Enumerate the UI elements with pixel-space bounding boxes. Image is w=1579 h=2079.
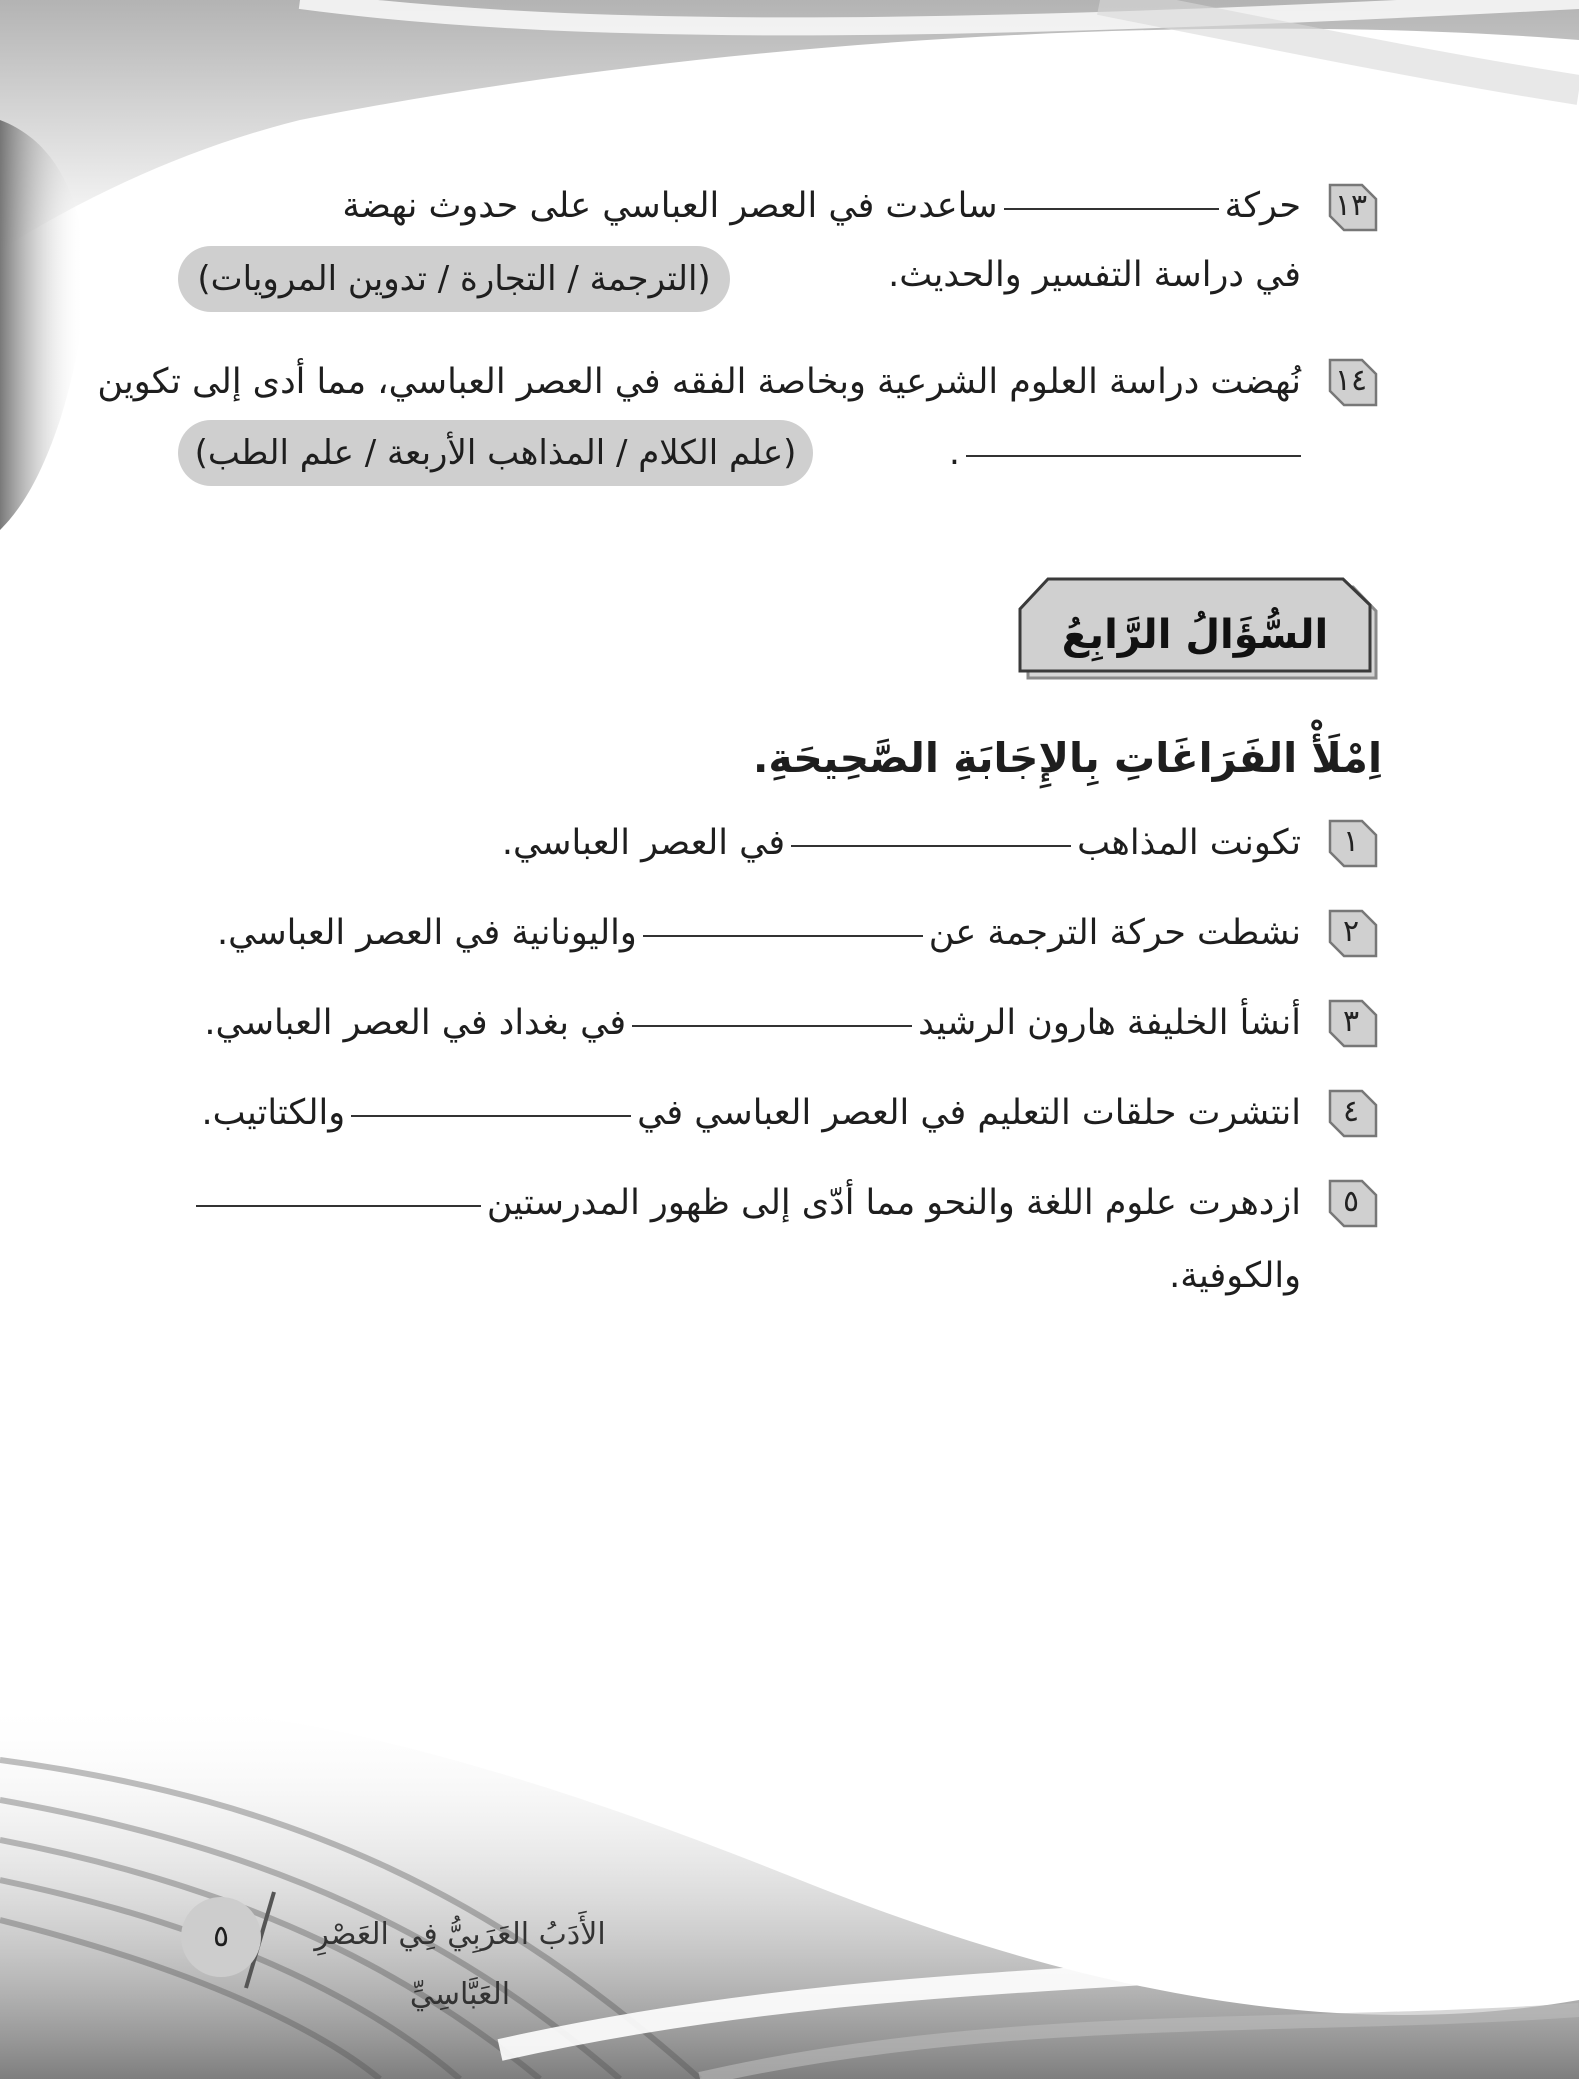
answer-blank[interactable] (791, 845, 1071, 847)
question-number-badge (1326, 357, 1380, 409)
question-number-badge (1326, 182, 1380, 234)
question-13-line-2: في دراسة التفسير والحديث. (888, 255, 1301, 295)
question-number: ١ (1342, 824, 1360, 859)
fill-item-3: أنشأ الخليفة هارون الرشيدفي بغداد في العصر العباسي. (204, 1003, 1301, 1043)
question-number: ١٤ (1334, 363, 1368, 398)
answer-blank[interactable] (643, 935, 923, 937)
answer-options-pill: (الترجمة / التجارة / تدوين المرويات) (178, 246, 730, 312)
question-13-line-1: حركةساعدت في العصر العباسي على حدوث نهضة (342, 186, 1301, 226)
section-title: السُّؤَالُ الرَّابِعُ (1061, 612, 1329, 658)
question-14-line-1: نُهضت دراسة العلوم الشرعية وبخاصة الفقه في العصر العباسي، مما أدى إلى تكوين (97, 362, 1301, 402)
fill-item-1: تكونت المذاهبفي العصر العباسي. (501, 823, 1301, 863)
answer-blank[interactable] (632, 1025, 912, 1027)
answer-blank[interactable] (196, 1205, 481, 1207)
question-number-badge (1326, 818, 1380, 870)
fill-item-5-line-2: والكوفية. (1169, 1256, 1301, 1296)
answer-blank[interactable] (966, 455, 1301, 457)
question-number-badge (1326, 1178, 1380, 1230)
question-number-badge (1326, 998, 1380, 1050)
question-14-line-2: . (949, 428, 1301, 478)
question-number: ٤ (1342, 1094, 1360, 1129)
question-number: ٥ (1342, 1184, 1360, 1219)
question-number: ٣ (1342, 1004, 1360, 1039)
answer-blank[interactable] (351, 1115, 631, 1117)
page-number: ٥ (181, 1897, 261, 1977)
answer-blank[interactable] (1004, 208, 1219, 210)
book-title: الأَدَبُ العَرَبِيُّ فِي العَصْرِ العَبَّاسِيِّ (314, 1917, 606, 2012)
fill-item-2: نشطت حركة الترجمة عنواليونانية في العصر العباسي. (217, 913, 1301, 953)
answer-options-pill: (علم الكلام / المذاهب الأربعة / علم الطب) (178, 420, 813, 486)
question-number: ١٣ (1334, 188, 1368, 223)
question-number-badge (1326, 908, 1380, 960)
section-instruction: اِمْلَأْ الفَرَاغَاتِ بِالإِجَابَةِ الصَّحِيحَةِ. (752, 734, 1382, 782)
fill-item-4: انتشرت حلقات التعليم في العصر العباسي فيوالكتاتيب. (201, 1093, 1301, 1133)
question-number-badge (1326, 1088, 1380, 1140)
question-number: ٢ (1342, 914, 1360, 949)
fill-item-5-line-1: ازدهرت علوم اللغة والنحو مما أدّى إلى ظهور المدرستين (196, 1178, 1301, 1228)
